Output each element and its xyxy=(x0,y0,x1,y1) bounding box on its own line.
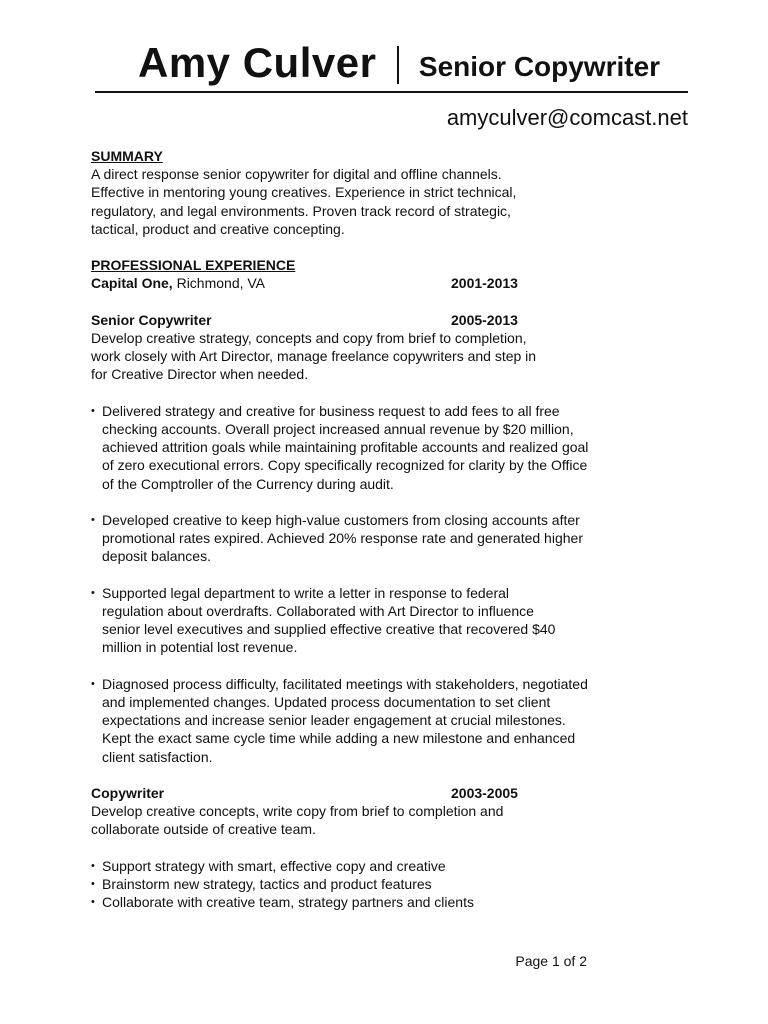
role-description xyxy=(91,802,611,838)
achievement-item: • Supported legal department to write a letter in response to federal regulation about overdrafts. Collaborated with Art Director to influence senior level executives and supplied effective creative that recovered $40 million in potential lost revenue. xyxy=(91,584,574,657)
responsibility-item: • Collaborate with creative team, strategy partners and clients xyxy=(91,893,611,911)
summary-text xyxy=(91,165,611,238)
role-row-copywriter xyxy=(91,784,611,802)
header-rule xyxy=(95,91,688,93)
company-years: 2001-2013 xyxy=(451,275,518,292)
summary-line: Effective in mentoring young creatives. Experience in strict technical, xyxy=(91,184,517,201)
contact-email: amyculver@comcast.net xyxy=(446,105,688,130)
role-description-line: Develop creative strategy, concepts and copy from brief to completion, xyxy=(91,329,527,346)
achievement-item: • Delivered strategy and creative for business request to add fees to all free checking accounts. Overall project increased annual revenue by $20 million, achieved attrition goals while maintaining profitable accounts and realized goal of zero executional errors. Copy specifically recognized for clarity by the Office of the Comptroller of the Currency during audit. xyxy=(91,402,592,493)
role-title: Copywriter xyxy=(91,784,165,801)
role-row-senior-copywriter xyxy=(91,311,611,329)
role-description xyxy=(91,329,611,384)
page-number: Page 1 of 2 xyxy=(515,953,587,969)
experience-heading: PROFESSIONAL EXPERIENCE xyxy=(91,257,296,274)
responsibility-item: • Brainstorm new strategy, tactics and product features xyxy=(91,875,611,893)
role-responsibilities xyxy=(91,857,611,912)
candidate-title: Senior Copywriter xyxy=(418,51,661,82)
role-years: 2003-2005 xyxy=(451,784,518,801)
achievement-item: • Developed creative to keep high-value customers from closing accounts after promotional rates expired. Achieved 20% response rate and generated higher deposit balances. xyxy=(91,511,588,566)
role-title: Senior Copywriter xyxy=(91,311,212,328)
resume-body xyxy=(91,147,611,911)
company-name: Capital One, xyxy=(91,275,173,292)
role-achievements xyxy=(91,402,611,766)
summary-line: regulatory, and legal environments. Proven track record of strategic, xyxy=(91,202,511,219)
summary-line: A direct response senior copywriter for digital and offline channels. xyxy=(91,166,502,183)
candidate-name: Amy Culver xyxy=(138,39,377,86)
achievement-item: • Diagnosed process difficulty, facilitated meetings with stakeholders, negotiated and implemented changes. Updated process documentation to set client expectations and increase senior leader engagement at crucial milestones. Kept the exact same cycle time while adding a new milestone and enhanced client satisfaction. xyxy=(91,675,588,766)
role-description-line: collaborate outside of creative team. xyxy=(91,821,316,838)
header-divider xyxy=(397,46,399,84)
role-years: 2005-2013 xyxy=(451,311,518,328)
company-location: Richmond, VA xyxy=(172,275,266,292)
resume-header xyxy=(138,38,660,88)
role-description-line: Develop creative concepts, write copy from brief to completion and xyxy=(91,803,504,820)
responsibility-item: • Support strategy with smart, effective copy and creative xyxy=(91,857,611,875)
role-description-line: work closely with Art Director, manage freelance copywriters and step in xyxy=(91,348,537,365)
company-row xyxy=(91,274,611,292)
role-description-line: for Creative Director when needed. xyxy=(91,366,309,383)
summary-line: tactical, product and creative concepting. xyxy=(91,220,345,237)
summary-heading: SUMMARY xyxy=(91,148,163,164)
